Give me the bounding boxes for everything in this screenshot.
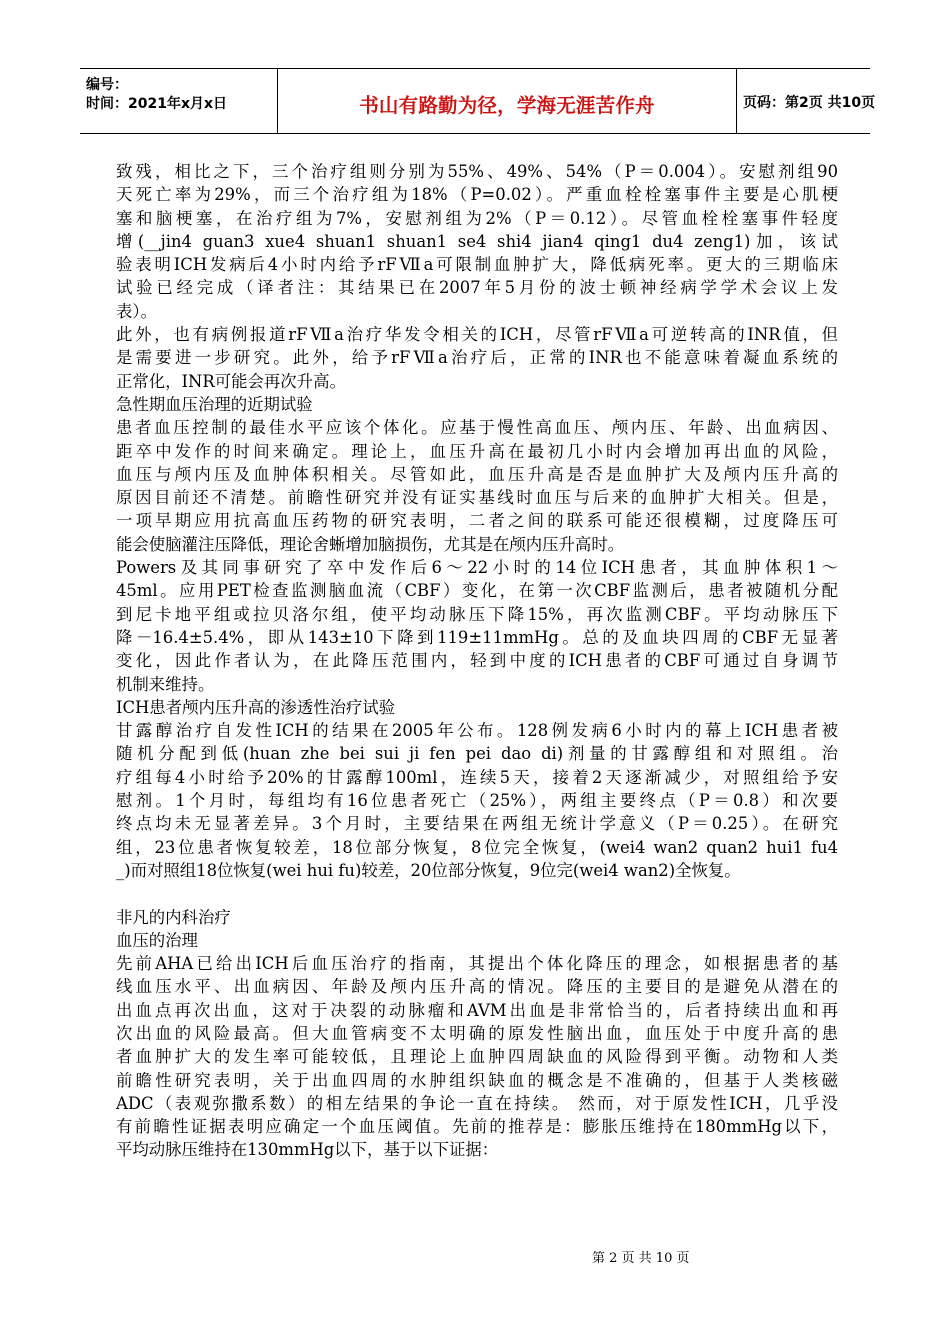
page-footer: 第 2 页 共 10 页 — [592, 1251, 690, 1266]
text-line: 先前AHA已给出ICH后血压治疗的指南，其提出个体化降压的理念，如根据患者的基 — [116, 954, 838, 974]
text-line: 血压的治理 — [116, 930, 198, 950]
text-line: 终点均未无显著差异。3个月时，主要结果在两组无统计学意义（P＝0.25）。在研究 — [116, 814, 838, 834]
text-line: 疗组每4小时给予20%的甘露醇100ml，连续5天，接着2天逐渐减少，对照组给予安 — [116, 767, 838, 787]
text-line: Powers及其同事研究了卒中发作后6～22小时的14位ICH患者，其血肿体积1～ — [116, 558, 838, 578]
text-line: 出血点再次出血，这对于决裂的动脉瘤和AVM出血是非常恰当的，后者持续出血和再 — [116, 1000, 838, 1020]
text-line: 一项早期应用抗高血压药物的研究表明，二者之间的联系可能还很模糊，过度降压可 — [116, 511, 838, 531]
text-line: 变化，因此作者认为，在此降压范围内，轻到中度的ICH患者的CBF可通过自身调节 — [116, 651, 838, 671]
text-line: ADC（表观弥撒系数）的相左结果的争论一直在持续。 然而，对于原发性ICH，几乎没 — [116, 1093, 838, 1113]
text-line: 是需要进一步研究。此外，给予rFⅦa治疗后，正常的INR也不能意味着凝血系统的 — [116, 348, 838, 368]
page-header — [80, 68, 876, 134]
text-line: 原因目前还不清楚。前瞻性研究并没有证实基线时血压与后来的血肿扩大相关。但是， — [116, 488, 838, 508]
text-line: 慰剂。1个月时，每组均有16位患者死亡（25%），两组主要终点（P＝0.8）和次要 — [116, 791, 838, 811]
text-line: 能会使脑灌注压降低，理论舍蜥增加脑损伤，尤其是在颅内压升高时。 — [116, 534, 625, 554]
text-line: 次出血的风险最高。但大血管病变不太明确的原发性脑出血，血压处于中度升高的患 — [116, 1023, 838, 1043]
body-text — [116, 160, 838, 1162]
text-line: 组，23位患者恢复较差，18位部分恢复，8位完全恢复，(wei4 wan2 quan2 hui1 fu4 — [116, 837, 838, 857]
header-motto: 书山有路勤为径，学海无涯苦作舟 — [359, 94, 655, 117]
text-line: 患者血压控制的最佳水平应该个体化。应基于慢性高血压、颅内压、年龄、出血病因、 — [116, 418, 838, 438]
text-line: 甘露醇治疗自发性ICH的结果在2005年公布。128例发病6小时内的幕上ICH患者被 — [116, 721, 838, 741]
text-line: 此外，也有病例报道rFⅦa治疗华发令相关的ICH，尽管rFⅦa可逆转高的INR值，但 — [116, 325, 838, 345]
header-page-cell — [737, 69, 876, 133]
text-line: 正常化，INR可能会再次升高。 — [116, 371, 346, 391]
text-line: 塞和脑梗塞，在治疗组为7%，安慰剂组为2%（P＝0.12）。尽管血栓栓塞事件轻度 — [116, 208, 838, 228]
header-page-info: 页码：第2页 共10页 — [743, 95, 876, 111]
text-line: 随机分配到低(huan zhe bei sui ji fen pei dao di)剂量的甘露醇组和对照组。治 — [116, 744, 838, 764]
text-line: 平均动脉压维持在130mmHg以下，基于以下证据： — [116, 1140, 499, 1160]
text-line: 者血肿扩大的发生率可能较低，且理论上血肿四周缺血的风险得到平衡。动物和人类 — [116, 1047, 838, 1067]
text-line: ICH患者颅内压升高的渗透性治疗试验 — [116, 697, 396, 717]
text-line: 有前瞻性证据表明应确定一个血压阈值。先前的推荐是：膨胀压维持在180mmHg以下， — [116, 1117, 838, 1137]
document-time-label: 时间：2021年x月x日 — [86, 96, 228, 112]
text-line: 致残，相比之下，三个治疗组则分别为55%、49%、54%（P＝0.004）。安慰剂组90 — [116, 162, 838, 181]
text-line: 45ml。应用PET检查监测脑血流（CBF）变化，在第一次CBF监测后，患者被随机分配 — [116, 581, 838, 601]
text-line: 非凡的内科治疗 — [116, 907, 231, 927]
text-line: 表）。 — [116, 301, 157, 321]
text-line: 验表明ICH发病后4小时内给予rFⅦa可限制血肿扩大，降低病死率。更大的三期临床 — [116, 255, 838, 275]
header-motto-cell — [278, 69, 737, 133]
text-line: 线血压水平、出血病因、年龄及颅内压升高的情况。降压的主要目的是避免从潜在的 — [116, 977, 838, 997]
text-line: 血压与颅内压及血肿体积相关。尽管如此，血压升高是否是血肿扩大及颅内压升高的 — [116, 464, 838, 484]
text-line: 前瞻性研究表明，关于出血四周的水肿组织缺血的概念是不准确的，但基于人类核磁 — [116, 1070, 838, 1090]
text-line: _)而对照组18位恢复(wei hui fu)较差，20位部分恢复，9位完(wei4 wan2)全恢复。 — [116, 860, 741, 880]
text-line: 距卒中发作的时间来确定。理论上，血压升高在最初几小时内会增加再出血的风险， — [116, 441, 838, 461]
text-line: 降－16.4±5.4%，即从143±10下降到119±11mmHg。总的及血块四周的CBF无显著 — [116, 627, 838, 647]
text-line: 天死亡率为29%，而三个治疗组为18%（P=0.02）。严重血栓栓塞事件主要是心肌梗 — [116, 185, 838, 205]
text-line: 机制来维持。 — [116, 674, 215, 694]
header-meta-cell — [80, 69, 278, 133]
blank-line — [116, 882, 838, 905]
document-number-label: 编号： — [86, 77, 128, 93]
text-line: 急性期血压治理的近期试验 — [116, 394, 313, 414]
text-line: 试验已经完成（译者注：其结果已在2007年5月份的波士顿神经病学学术会议上发 — [116, 278, 838, 298]
text-line: 到尼卡地平组或拉贝洛尔组，使平均动脉压下降15%，再次监测CBF。平均动脉压下 — [116, 604, 838, 624]
text-line: 增(__jin4 guan3 xue4 shuan1 shuan1 se4 shi4 jian4 qing1 du4 zeng1)加，该试 — [116, 231, 838, 251]
